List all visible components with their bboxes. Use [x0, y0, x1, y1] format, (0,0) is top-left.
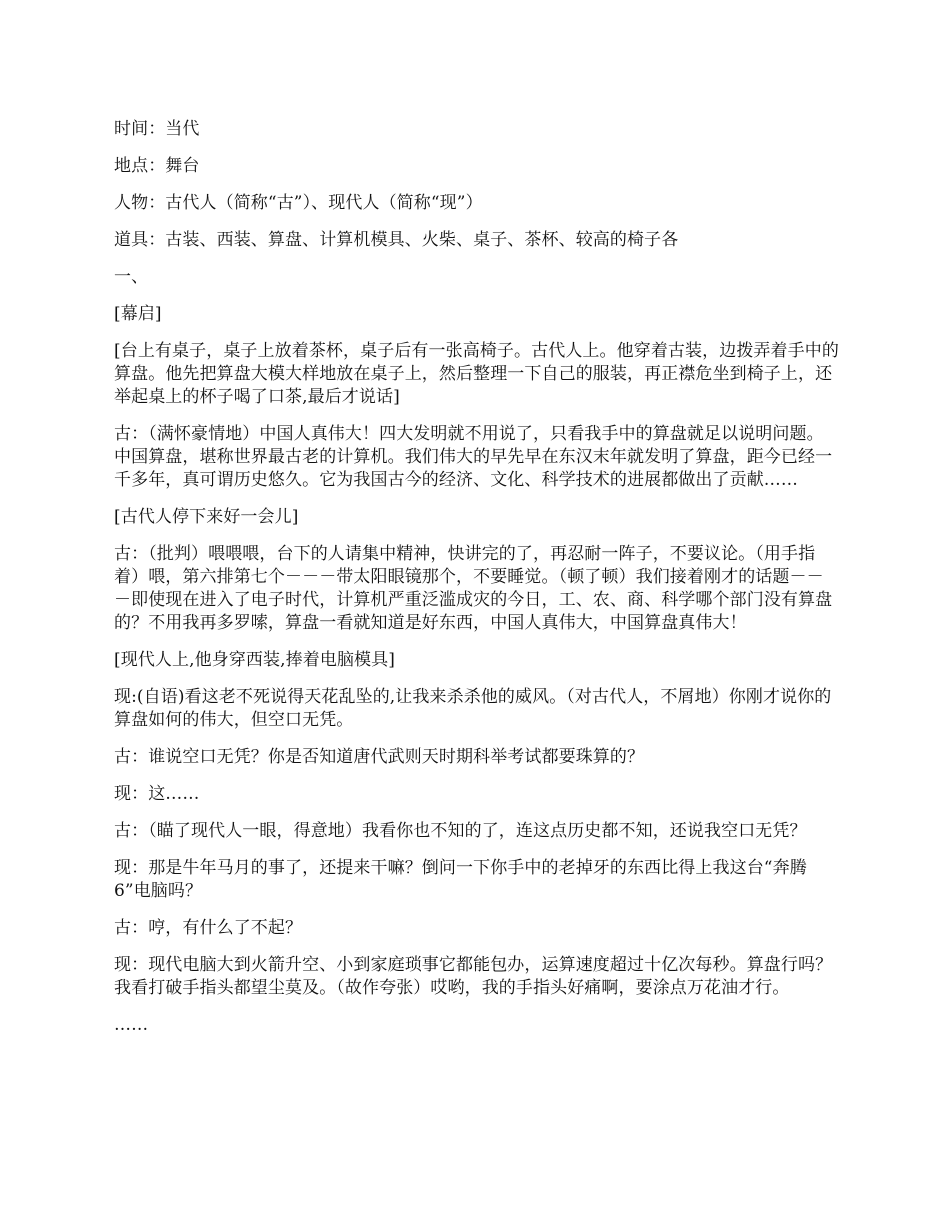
stage-direction: [古代人停下来好一会儿]: [114, 507, 299, 527]
dialogue-line: 古：哼，有什么了不起？: [114, 918, 303, 938]
dialogue-line: 现：那是牛年马月的事了，还提来干嘛？倒问一下你手中的老掉牙的东西比得上我这台“奔腾 6”电脑吗？: [114, 858, 807, 901]
ellipsis-line: ……: [114, 1015, 149, 1035]
characters-line: 人物：古代人（简称“古”）、现代人（简称“现”）: [114, 193, 483, 213]
dialogue-line: 现：现代电脑大到火箭升空、小到家庭琐事它都能包办，运算速度超过十亿次每秒。算盘行吗？我看打破手指头都望尘莫及。（故作夸张）哎哟，我的手指头好痛啊，要涂点万花油才行。: [114, 955, 833, 998]
stage-direction: [幕启]: [114, 304, 162, 324]
dialogue-line: 古：谁说空口无凭？你是否知道唐代武则天时期科举考试都要珠算的？: [114, 747, 645, 767]
stage-direction: [台上有桌子，桌子上放着茶杯，桌子后有一张高椅子。古代人上。他穿着古装，边拨弄着手中的算盘。他先把算盘大模大样地放在桌子上，然后整理一下自己的服装，再正襟危坐到椅子上，还举起桌上的杯子喝了口茶,最后才说话]: [114, 341, 839, 407]
dialogue-line: 古：（批判）喂喂喂，台下的人请集中精神，快讲完的了，再忍耐一阵子，不要议论。（用手指着）喂，第六排第七个－－－带太阳眼镜那个，不要睡觉。（顿了顿）我们接着刚才的话题－－－即使现在进入了电子时代，计算机严重泛滥成灾的今日，工、农、商、科学哪个部门没有算盘的？不用我再多罗嗦，算盘一看就知道是好东西，中国人真伟大，中国算盘真伟大！: [114, 544, 833, 633]
dialogue-line: 现:(自语)看这老不死说得天花乱坠的,让我来杀杀他的威风。（对古代人，不屑地）你刚才说你的算盘如何的伟大，但空口无凭。: [114, 687, 832, 730]
dialogue-line: 古：（满怀豪情地）中国人真伟大！四大发明就不用说了，只看我手中的算盘就足以说明问题。中国算盘，堪称世界最古老的计算机。我们伟大的早先早在东汉末年就发明了算盘，距今已经一千多年，真可谓历史悠久。它为我国古今的经济、文化、科学技术的进展都做出了贡献……: [114, 424, 833, 490]
props-line: 道具：古装、西装、算盘、计算机模具、火柴、桌子、茶杯、较高的椅子各: [114, 230, 679, 250]
dialogue-line: 现：这……: [114, 784, 200, 804]
dialogue-line: 古：（瞄了现代人一眼，得意地）我看你也不知的了，连这点历史都不知，还说我空口无凭？: [114, 821, 807, 841]
place-line: 地点：舞台: [114, 156, 200, 176]
section-heading: 一、: [114, 267, 149, 287]
stage-direction: [现代人上,他身穿西装,捧着电脑模具]: [114, 650, 395, 670]
time-line: 时间：当代: [114, 119, 200, 139]
document-body: [114, 118, 840, 1051]
